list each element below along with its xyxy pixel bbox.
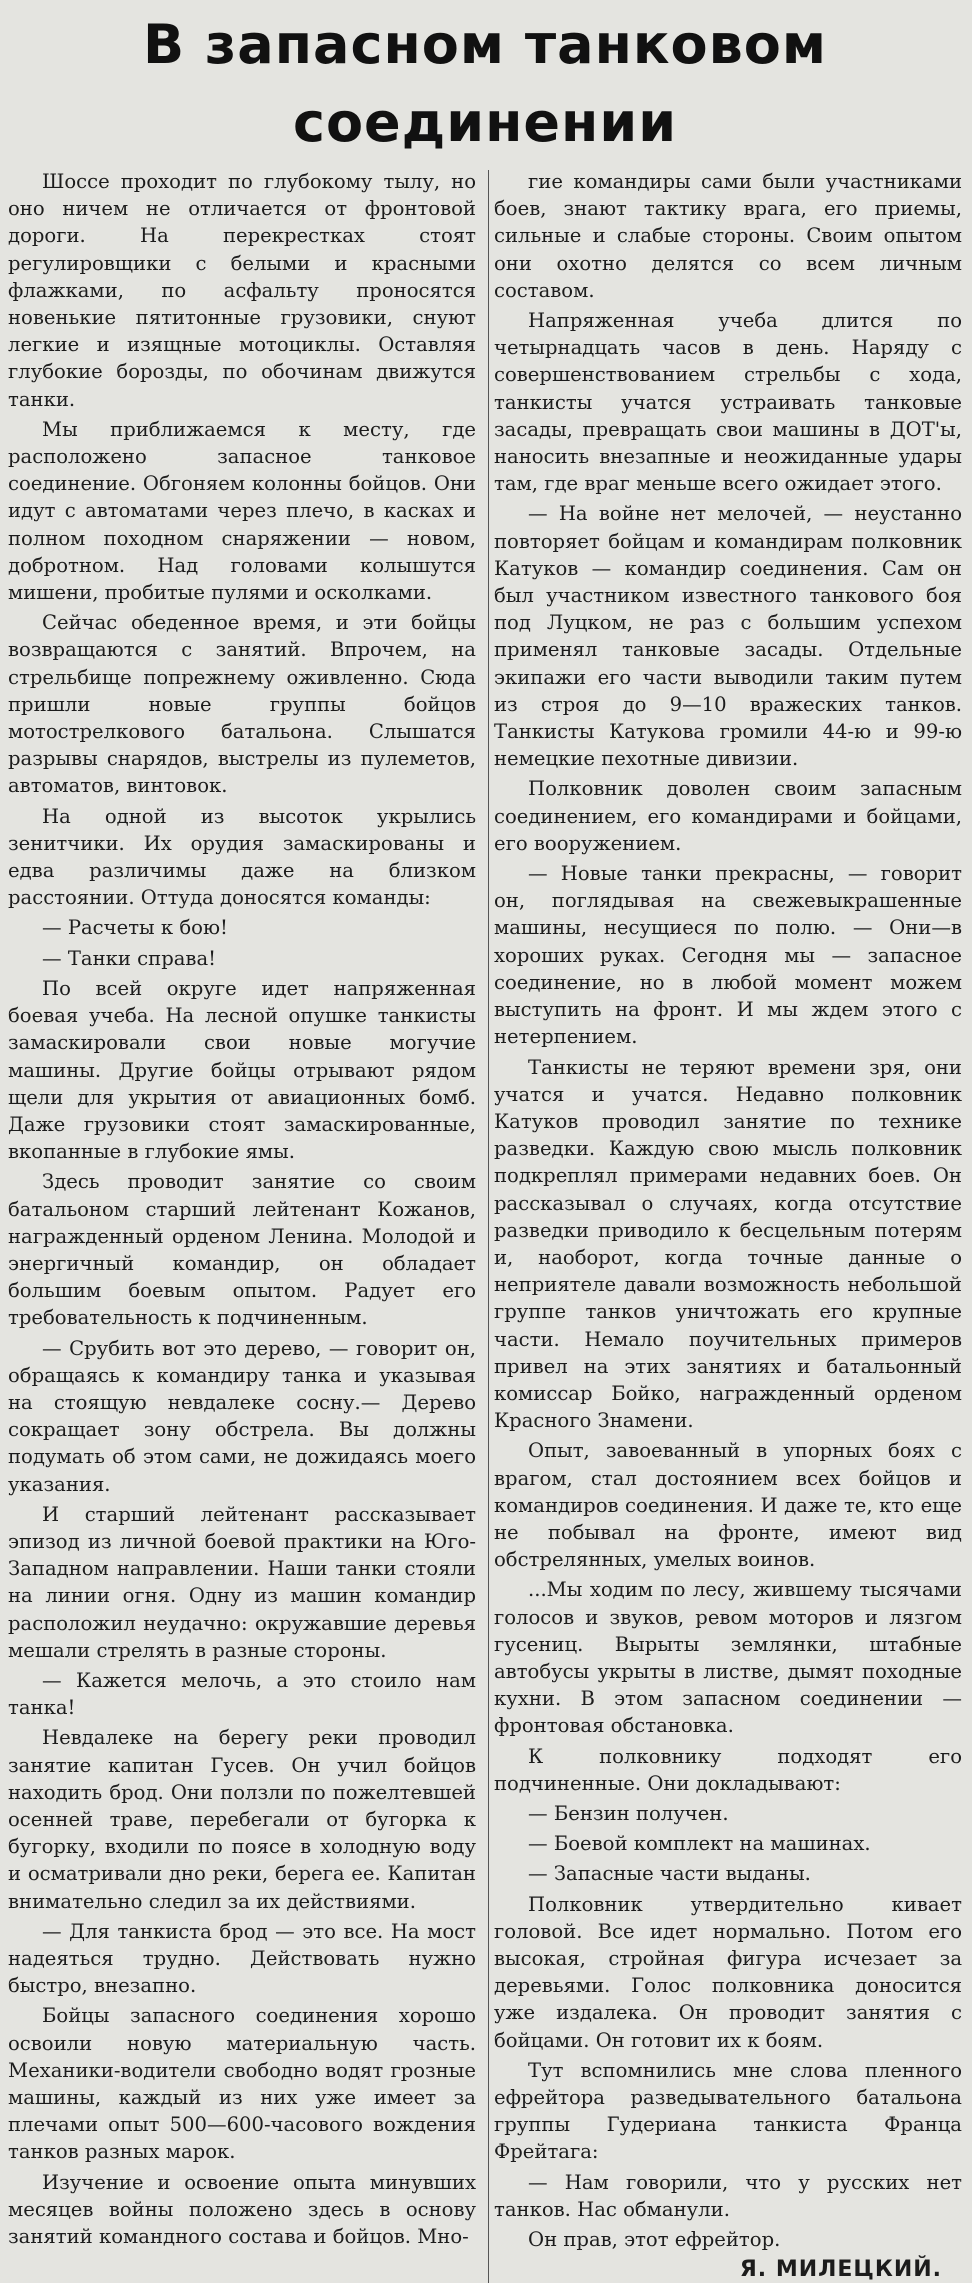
article-paragraph: — Запасные части выданы. <box>528 1862 811 1886</box>
article-headline <box>8 6 962 162</box>
article-paragraph: Танкисты не теряют времени зря, они учатся и учатся. Недавно полковник Катуков проводил занятие по технике разведки. Каждую свою мысль полковник подкреплял примерами недавних боев. Он рассказывал о случаях, когда отсутствие разведки приводило к бесцельным потерям и, наоборот, когда точные данные о неприятеле давали возможность небольшой группе танков уничтожать его крупные части. Немало поучительных примеров привел на этих занятиях и батальонный комиссар Бойко, награжденный орденом Красного Знамени. <box>494 1055 962 1433</box>
article-paragraph: — Расчеты к бою! <box>42 916 228 940</box>
article-paragraph: — Новые танки прекрасны, — говорит он, поглядывая на свежевыкрашенные машины, несущиеся по полю. — Они—в хороших руках. Сегодня мы — запасное соединение, но в любой момент можем выступить на фронт. И мы ждем этого с нетерпением. <box>494 862 962 1049</box>
article-paragraph: Напряженная учеба длится по четырнадцать часов в день. Наряду с совершенствованием стрельбы с хода, танкисты учатся устраивать танковые засады, превращать свои машины в ДОТ'ы, наносить внезапные и неожиданные удары там, где враг меньше всего ожидает этого. <box>494 309 962 496</box>
left-column <box>8 168 476 2283</box>
article-paragraph: Сейчас обеденное время, и эти бойцы возвращаются с занятий. Впрочем, на стрельбище попрежнему оживленно. Сюда пришли новые группы бойцов мотострелкового батальона. Слышатся разрывы снарядов, выстрелы из пулеметов, автоматов, винтовок. <box>8 611 476 798</box>
article-paragraph: Он прав, этот ефрейтор. <box>528 2228 781 2252</box>
article-paragraph: К полковнику подходят его подчиненные. Они докладывают: <box>494 1744 962 1795</box>
article-paragraph: — Танки справа! <box>42 946 217 970</box>
article-paragraph: И старший лейтенант рассказывает эпизод из личной боевой практики на Юго-Западном направлении. Наши танки стояли на линии огня. Одну из машин командир расположил неудачно: окружавшие деревья мешали стрелять в разные стороны. <box>8 1502 476 1662</box>
article-paragraph: — Кажется мелочь, а это стоило нам танка! <box>8 1668 476 1720</box>
article-body <box>8 168 962 2283</box>
headline-line-2: соединении <box>292 91 678 154</box>
article-paragraph: Изучение и освоение опыта минувших месяцев войны положено здесь в основу занятий командного состава и бойцов. Мно- <box>8 2170 476 2249</box>
article-paragraph: — Нам говорили, что у русских нет танков. Нас обманули. <box>494 2170 962 2221</box>
article-paragraph: Опыт, завоеванный в упорных боях с врагом, стал достоянием всех бойцов и командиров соединения. И даже те, кто еще не побывал на фронте, имеют вид обстрелянных, умелых воинов. <box>494 1439 962 1572</box>
column-rule <box>488 170 489 2283</box>
article-paragraph: По всей округе идет напряженная боевая учеба. На лесной опушке танкисты замаскировали свои новые могучие машины. Другие бойцы отрывают рядом щели для укрытия от авиационных бомб. Даже грузовики стоят замаскированные, вкопанные в глубокие ямы. <box>8 976 476 1164</box>
article-paragraph: Мы приближаемся к месту, где расположено запасное танковое соединение. Обгоняем колонны бойцов. Они идут с автоматами через плечо, в касках и полном походном снаряжении — новом, добротном. Над головами колышутся мишени, пробитые пулями и осколками. <box>8 417 476 605</box>
article-paragraph: Здесь проводит занятие со своим батальоном старший лейтенант Кожанов, награжденный орденом Ленина. Молодой и энергичный командир, он обладает большим боевым опытом. Радует его требовательность к подчиненным. <box>8 1170 476 1330</box>
right-column <box>494 168 962 2283</box>
article-paragraph: Шоссе проходит по глубокому тылу, но оно ничем не отличается от фронтовой дороги. На перекрестках стоят регулировщики с белыми и красными флажками, по асфальту проносятся новенькие пятитонные грузовики, снуют легкие и изящные мотоциклы. Оставляя глубокие борозды, по обочинам движутся танки. <box>8 170 476 411</box>
article-paragraph: Полковник доволен своим запасным соединением, его командирами и бойцами, его вооружением. <box>494 777 962 855</box>
article-paragraph: — Срубить вот это дерево, — говорит он, обращаясь к командиру танка и указывая на стоящую невдалеке сосну.— Дерево сокращает зону обстрела. Вы должны подумать об этом сами, не дожидаясь моего указания. <box>8 1336 476 1496</box>
article-paragraph: ...Мы ходим по лесу, жившему тысячами голосов и звуков, ревом моторов и лязгом гусениц. Вырыты землянки, штабные автобусы укрыты в листве, дымят походные кухни. В этом запасном соединении — фронтовая обстановка. <box>494 1578 962 1738</box>
article-paragraph: — Для танкиста брод — это все. На мост надеяться трудно. Действовать нужно быстро, внезапно. <box>8 1919 476 1998</box>
article-paragraph: На одной из высоток укрылись зенитчики. Их орудия замаскированы и едва различимы даже на близком расстоянии. Оттуда доносятся команды: <box>8 804 476 910</box>
article-paragraph: — Боевой комплект на машинах. <box>528 1832 871 1856</box>
article-paragraph: — На войне нет мелочей, — неустанно повторяет бойцам и командирам полковник Катуков — командир соединения. Сам он был участником известного танкового боя под Луцком, не раз с большим успехом применял танковые засады. Отдельные экипажи его части выводили таким путем из строя до 9—10 вражеских танков. Танкисты Катукова громили 44-ю и 99-ю немецкие пехотные дивизии. <box>494 502 962 771</box>
article-paragraph: Невдалеке на берегу реки проводил занятие капитан Гусев. Он учил бойцов находить брод. Они ползли по пожелтевшей осенней траве, перебегали от бугорка к бугорку, входили по поясе в холодную воду и осматривали дно реки, берега ее. Капитан внимательно следил за их действиями. <box>8 1726 476 1913</box>
article-paragraph: Полковник утвердительно кивает головой. Все идет нормально. Потом его высокая, стройная фигура исчезает за деревьями. Голос полковника доносится уже издалека. Он проводит занятия с бойцами. Он готовит их к боям. <box>494 1892 962 2052</box>
headline-line-1: В запасном танковом <box>142 13 828 76</box>
article-paragraph: гие командиры сами были участниками боев, знают тактику врага, его приемы, сильные и слабые стороны. Своим опытом они охотно делятся со всем личным составом. <box>494 170 962 302</box>
author-signature: Я. МИЛЕЦКИЙ. <box>739 2257 942 2283</box>
article-paragraph: — Бензин получен. <box>528 1801 729 1825</box>
article-paragraph: Бойцы запасного соединения хорошо освоили новую материальную часть. Механики-водители свободно водят грозные машины, каждый из них уже имеет за плечами опыт 500—600-часового вождения танков разных марок. <box>8 2004 476 2164</box>
article-paragraph: Тут вспомнились мне слова пленного ефрейтора разведывательного батальона группы Гудериана танкиста Франца Фрейтага: <box>494 2058 962 2164</box>
